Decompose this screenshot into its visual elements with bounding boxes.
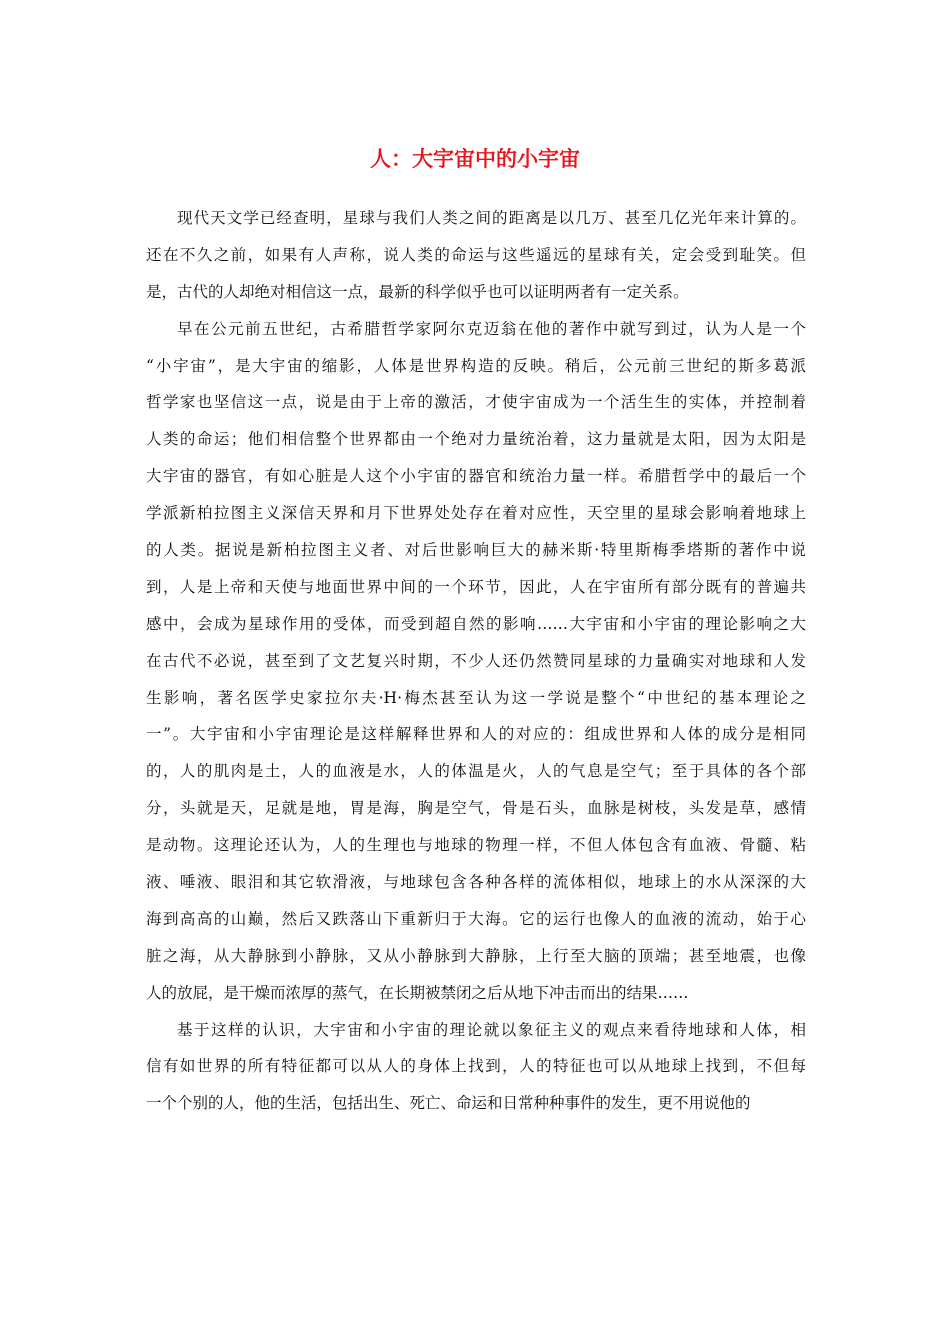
text-line: 的，人的肌肉是土，人的血液是水，人的体温是火，人的气息是空气；至于具体的各个部: [146, 762, 806, 781]
text-line: 在古代不必说，甚至到了文艺复兴时期，不少人还仍然赞同星球的力量确实对地球和人发: [146, 651, 806, 670]
document-body: [146, 200, 806, 1122]
paragraph: [146, 311, 806, 1012]
text-line: 大宇宙的器官，有如心脏是人这个小宇宙的器官和统治力量一样。希腊哲学中的最后一个: [146, 467, 806, 486]
text-line: 脏之海，从大静脉到小静脉，又从小静脉到大静脉，上行至大脑的顶端；甚至地震，也像: [146, 946, 806, 965]
text-line: 是，古代的人却绝对相信这一点，最新的科学似乎也可以证明两者有一定关系。: [146, 282, 689, 301]
text-line: 信有如世界的所有特征都可以从人的身体上找到，人的特征也可以从地球上找到，不但每: [146, 1057, 806, 1076]
text-line: 人类的命运；他们相信整个世界都由一个绝对力量统治着，这力量就是太阳，因为太阳是: [146, 430, 806, 449]
text-line: 感中，会成为星球作用的受体，而受到超自然的影响……大宇宙和小宇宙的理论影响之大: [146, 614, 806, 633]
text-line: 早在公元前五世纪，古希腊哲学家阿尔克迈翁在他的著作中就写到过，认为人是一个: [177, 319, 806, 338]
text-line: 现代天文学已经查明，星球与我们人类之间的距离是以几万、甚至几亿光年来计算的。: [177, 209, 806, 227]
text-line: 学派新柏拉图主义深信天界和月下世界处处存在着对应性，天空里的星球会影响着地球上: [146, 504, 806, 523]
text-line: 还在不久之前，如果有人声称，说人类的命运与这些遥远的星球有关，定会受到耻笑。但: [146, 245, 806, 264]
text-line: 的人类。据说是新柏拉图主义者、对后世影响巨大的赫米斯·特里斯梅季塔斯的著作中说: [146, 541, 806, 560]
text-line: 生影响，著名医学史家拉尔夫·H·梅杰甚至认为这一学说是整个“中世纪的基本理论之: [146, 688, 806, 707]
text-line: 人的放屁，是干燥而浓厚的蒸气，在长期被禁闭之后从地下冲击而出的结果……: [146, 983, 689, 1002]
text-line: 一个个别的人，他的生活，包括出生、死亡、命运和日常种种事件的发生，更不用说他的: [146, 1094, 751, 1113]
paragraph: [146, 1012, 806, 1123]
text-line: 一”。大宇宙和小宇宙理论是这样解释世界和人的对应的：组成世界和人体的成分是相同: [146, 725, 806, 744]
text-line: 液、唾液、眼泪和其它软滑液，与地球包含各种各样的流体相似，地球上的水从深深的大: [146, 873, 806, 892]
text-line: 是动物。这理论还认为，人的生理也与地球的物理一样，不但人体包含有血液、骨髓、粘: [146, 836, 806, 855]
text-line: 分，头就是天，足就是地，胃是海，胸是空气，骨是石头，血脉是树枝，头发是草，感情: [146, 799, 806, 818]
text-line: 基于这样的认识，大宇宙和小宇宙的理论就以象征主义的观点来看待地球和人体，相: [177, 1020, 806, 1039]
text-line: 海到高高的山巅，然后又跌落山下重新归于大海。它的运行也像人的血液的流动，始于心: [146, 909, 806, 928]
document-title: 人：大宇宙中的小宇宙: [370, 147, 580, 171]
text-line: “小宇宙”，是大宇宙的缩影，人体是世界构造的反映。稍后，公元前三世纪的斯多葛派: [146, 356, 806, 375]
text-line: 哲学家也坚信这一点，说是由于上帝的激活，才使宇宙成为一个活生生的实体，并控制着: [146, 393, 806, 412]
paragraph: [146, 200, 806, 311]
text-line: 到，人是上帝和天使与地面世界中间的一个环节，因此，人在宇宙所有部分既有的普遍共: [146, 577, 806, 596]
